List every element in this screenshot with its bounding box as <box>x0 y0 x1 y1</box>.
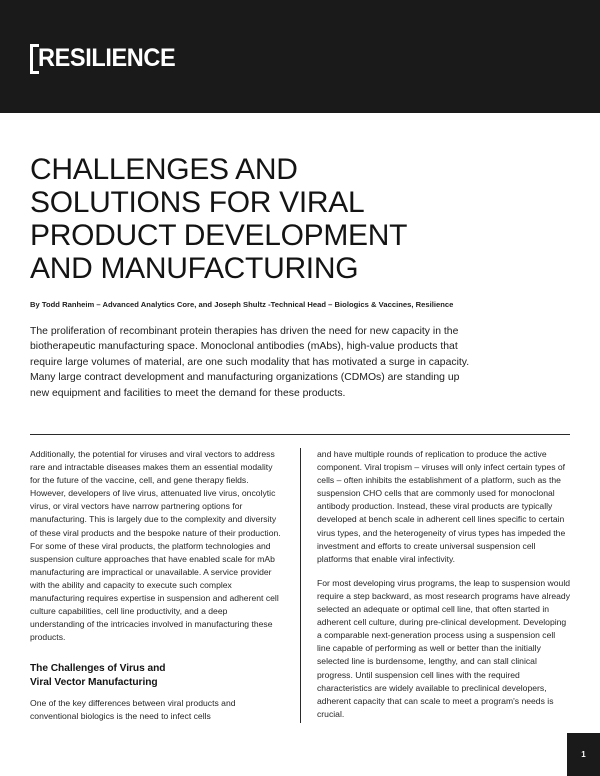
section-divider-horizontal <box>30 434 570 435</box>
article-byline: By Todd Ranheim – Advanced Analytics Core, and Joseph Shultz -Technical Head – Biologics & Vaccines, Resilience <box>30 300 454 309</box>
title-line-3: PRODUCT DEVELOPMENT <box>30 219 408 252</box>
right-paragraph-2: For most developing virus programs, the leap to suspension would require a step backward, as most research programs have already selected an adequate or optimal cell line, that often started in adherent cell culture, during pre-clinical development. Developing a comparable next-generation process using a suspension cell line capable of performing as well or better than the initially selected line is burdensome, lengthy, and can stall clinical progress. Until suspension cell lines with the required characteristics are widely available to preclinical developers, adherent capacity that can scale to meet a program's needs is crucial. <box>317 577 571 719</box>
body-column-right <box>317 448 570 723</box>
title-line-1: CHALLENGES AND <box>30 153 298 186</box>
title-line-2: SOLUTIONS FOR VIRAL <box>30 186 365 219</box>
right-paragraph-1: and have multiple rounds of replication to produce the active component. Viral tropism – viruses will only infect certain types of cells – often inhibits the establishment of a platform, such as the suspension CHO cells that are commonly used for monoclonal antibody production. Instead, these viral products are typically developed at bench scale in adherent cell lines specific to certain virus types, and the heterogeneity of virus types has impeded the investment and efforts to create universal suspension cell platforms that enable viral infectivity. <box>317 449 566 564</box>
subheading-line-1: The Challenges of Virus and <box>30 663 166 675</box>
body-column-left <box>30 448 283 723</box>
article-content <box>30 113 570 401</box>
left-paragraph-2: One of the key differences between viral products and conventional biologics is the need to infect cells <box>30 697 236 721</box>
article-lead-paragraph: The proliferation of recombinant protein therapies has driven the need for new capacity in the biotherapeutic manufacturing space. Monoclonal antibodies (mAbs), high-value products that require large volumes of material, are one such modality that has motivated a surge in capacity. Many large contract development and manufacturing organizations (CDMOs) are standing up new equipment and facilities to meet the demand for these products. <box>30 326 470 399</box>
subheading-line-2: Viral Vector Manufacturing <box>30 677 158 688</box>
page-title <box>30 153 500 285</box>
title-line-4: AND MANUFACTURING <box>30 252 359 285</box>
logo-wordmark: RESILIENCE <box>38 44 176 72</box>
two-column-body <box>30 448 570 723</box>
page-header-band <box>0 0 600 113</box>
left-paragraph-1: Additionally, the potential for viruses and viral vectors to address rare and intractable diseases makes them an essential modality for the future of the vaccine, cell, and gene therapy fields. However, developers of live virus, attenuated live virus, oncolytic virus, or viral vectors have narrow partnering options for manufacturing. This is largely due to the complexity and diversity of these viral products and the bespoke nature of their production. For some of these viral products, the platform technologies and suspension culture approaches that have enabled scale for mAb manufacturing are impractical or unavailable. A service provider with the ability and capacity to execute such complex manufacturing requires expertise in suspension and adherent cell culture capabilities, cell line productivity, and a deep understanding of the intricacies involved in manufacturing these products. <box>30 449 281 643</box>
page-number-badge <box>567 733 600 776</box>
page-number: 1 <box>581 749 586 759</box>
section-subheading <box>30 662 283 689</box>
column-divider-vertical <box>300 448 301 723</box>
resilience-logo[interactable] <box>30 44 184 74</box>
